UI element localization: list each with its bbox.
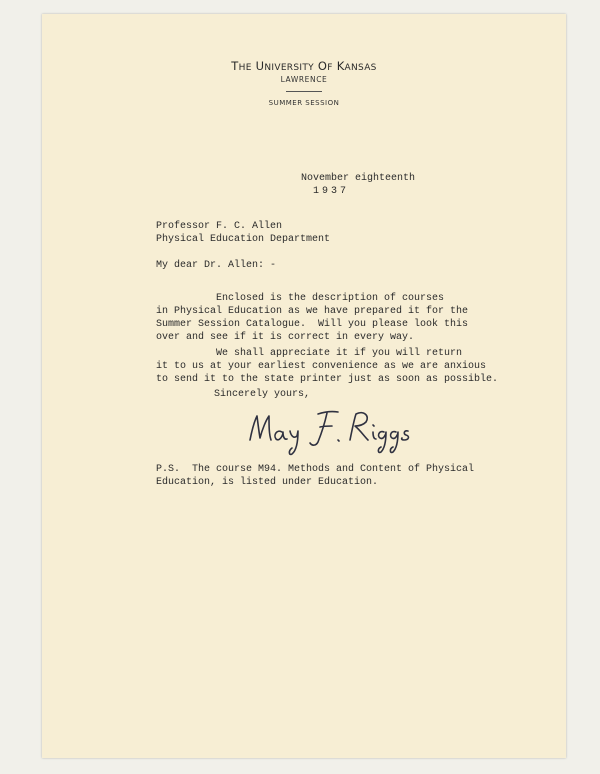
recipient-department: Physical Education Department [156,234,331,245]
letter-page [42,14,566,758]
postscript-line: Education, is listed under Education. [156,477,379,488]
signature-text [42,14,43,15]
body-line: We shall appreciate it if you will return [156,348,463,359]
body-line: in Physical Education as we have prepared it for the [156,306,469,317]
body-line: over and see if it is correct in every way. [156,332,415,343]
body-paragraph-2 [156,347,498,386]
closing: Sincerely yours, [214,389,311,400]
institution-name: THE UNIVERSITY OF KANSAS [231,59,377,73]
date-line-2: 1937 [313,186,350,197]
letterhead-city: LAWRENCE [280,75,328,84]
postscript-line: P.S. The course M94. Methods and Content of Physical [156,464,475,475]
salutation: My dear Dr. Allen: - [156,260,277,271]
letterhead-divider [286,91,322,92]
date-line-1: November eighteenth [301,173,416,184]
recipient-name: Professor F. C. Allen [156,221,283,232]
body-paragraph-1 [156,292,468,344]
postscript [156,463,474,489]
recipient-block [156,220,330,246]
body-line: Summer Session Catalogue. Will you please look this [156,319,469,330]
body-line: it to us at your earliest convenience as we are anxious [156,361,487,372]
letterhead-institution [42,59,566,73]
handwritten-signature [242,402,422,462]
body-line: Enclosed is the description of courses [156,293,445,304]
letterhead-department: SUMMER SESSION [268,99,340,107]
body-line: to send it to the state printer just as soon as possible. [156,374,499,385]
